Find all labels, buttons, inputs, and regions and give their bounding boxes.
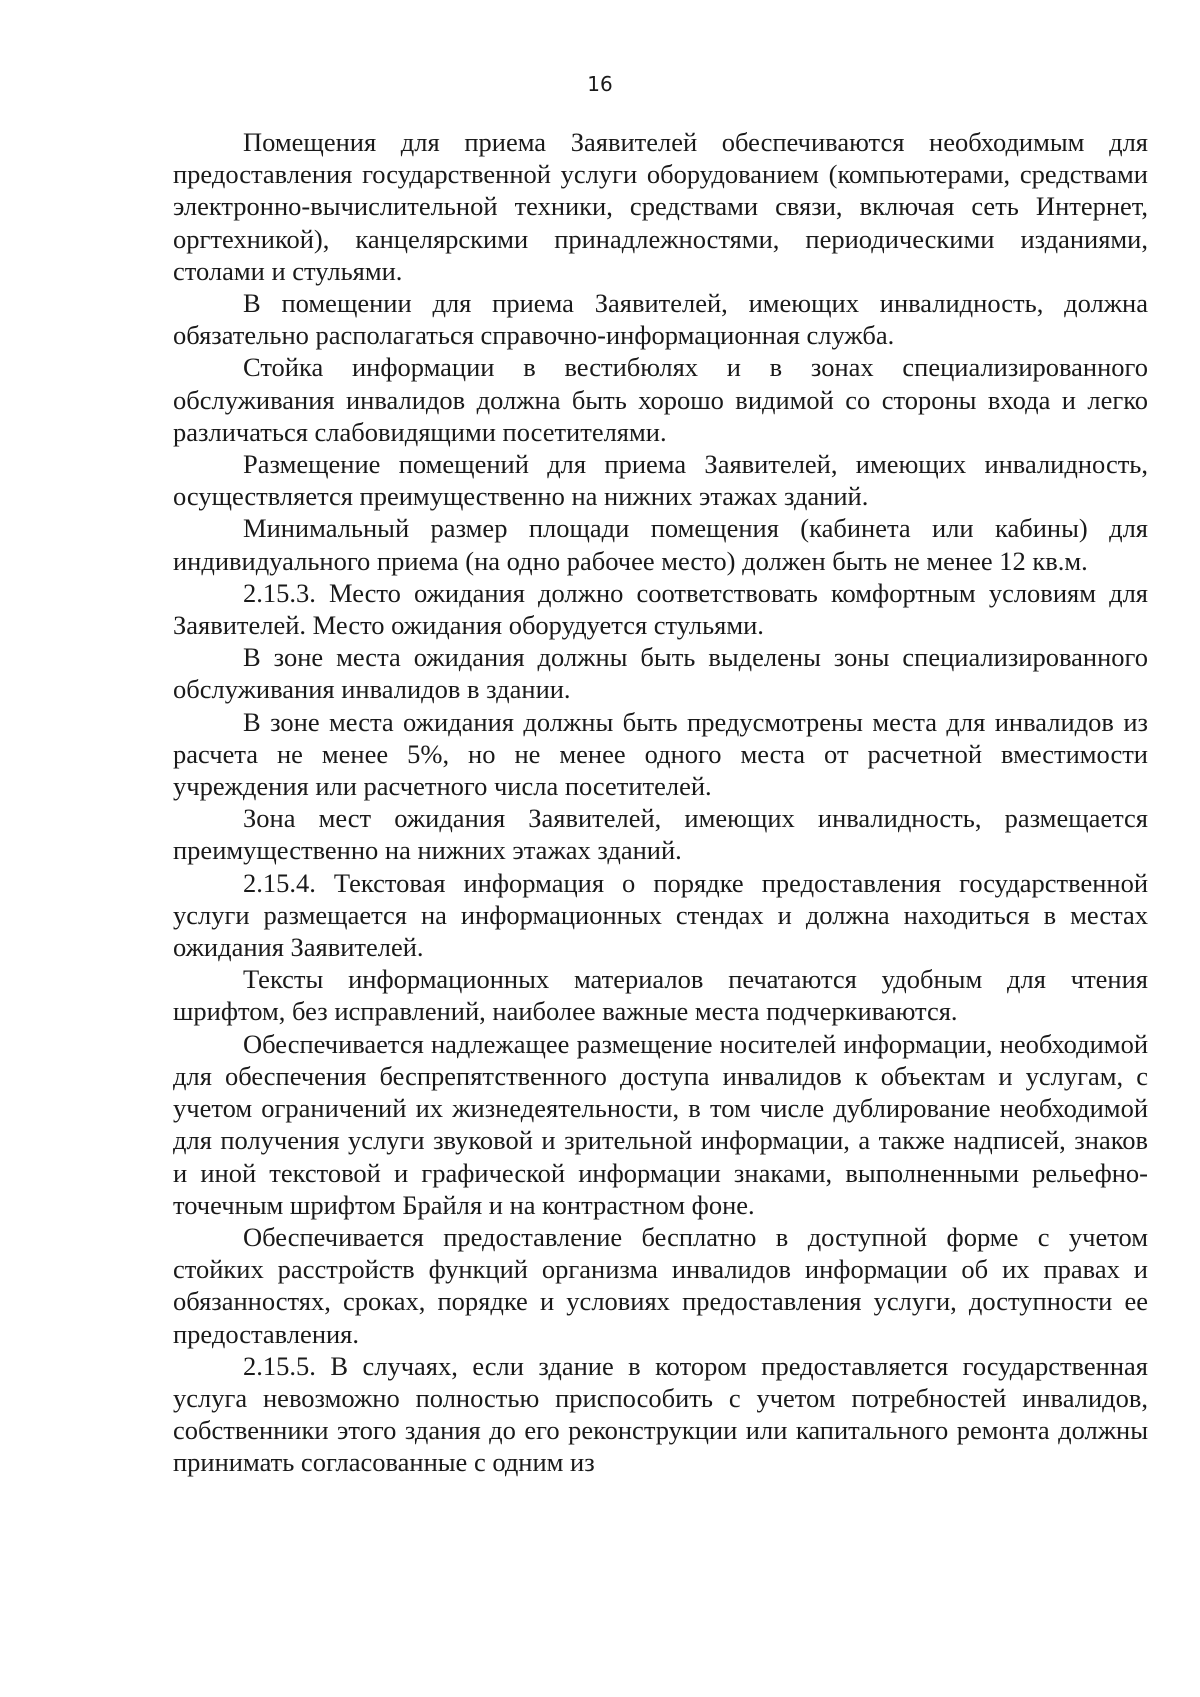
paragraph-font-readability: Тексты информационных материалов печатаются удобным для чтения шрифтом, без исправлений, наиболее важные места подчеркиваются. bbox=[173, 964, 1148, 1027]
paragraph-accessible-information: Обеспечивается надлежащее размещение носителей информации, необходимой для обеспечения беспрепятственного доступа инвалидов к объектам и услугам, с учетом ограничений их жизнедеятельности, в том числе дублирование необходимой для получения услуги звуковой и зрительной информации, а также надписей, знаков и иной текстовой и графической информации знаками, выполненными рельефно-точечным шрифтом Брайля и на контрастном фоне. bbox=[173, 1028, 1148, 1220]
paragraph-lower-floors: Размещение помещений для приема Заявителей, имеющих инвалидность, осуществляется преимущественно на нижних этажах зданий. bbox=[173, 449, 1148, 512]
paragraph-section-2-15-5: 2.15.5. В случаях, если здание в котором предоставляется государственная услуга невозможно полностью приспособить с учетом потребностей инвалидов, собственники этого здания до его реконструкции или капитального ремонта должны принимать согласованные с одним из bbox=[173, 1350, 1148, 1478]
paragraph-info-service: В помещении для приема Заявителей, имеющих инвалидность, должна обязательно располагаться справочно-информационная служба. bbox=[173, 288, 1148, 351]
paragraph-waiting-area-floors: Зона мест ожидания Заявителей, имеющих инвалидность, размещается преимущественно на нижних этажах зданий. bbox=[173, 803, 1148, 866]
paragraph-info-desk: Стойка информации в вестибюлях и в зонах специализированного обслуживания инвалидов должна быть хорошо видимой со стороны входа и легко различаться слабовидящими посетителями. bbox=[173, 352, 1148, 447]
paragraph-waiting-zones: В зоне места ожидания должны быть выделены зоны специализированного обслуживания инвалидов в здании. bbox=[173, 642, 1148, 705]
document-body bbox=[173, 126, 1148, 1479]
paragraph-section-2-15-4: 2.15.4. Текстовая информация о порядке предоставления государственной услуги размещается на информационных стендах и должна находиться в местах ожидания Заявителей. bbox=[173, 867, 1148, 963]
page-number: 16 bbox=[587, 72, 613, 96]
paragraph-disabled-seats: В зоне места ожидания должны быть предусмотрены места для инвалидов из расчета не менее 5%, но не менее одного места от расчетной вместимости учреждения или расчетного числа посетителей. bbox=[173, 706, 1148, 802]
paragraph-section-2-15-3: 2.15.3. Место ожидания должно соответствовать комфортным условиям для Заявителей. Место ожидания оборудуется стульями. bbox=[173, 577, 1148, 641]
paragraph-premises-equipment: Помещения для приема Заявителей обеспечиваются необходимым для предоставления государственной услуги оборудованием (компьютерами, средствами электронно-вычислительной техники, средствами связи, включая сеть Интернет, оргтехникой), канцелярскими принадлежностями, периодическими изданиями, столами и стульями. bbox=[173, 127, 1148, 286]
paragraph-free-information: Обеспечивается предоставление бесплатно в доступной форме с учетом стойких расстройств функций организма инвалидов информации об их правах и обязанностях, сроках, порядке и условиях предоставления услуги, доступности ее предоставления. bbox=[173, 1221, 1148, 1349]
paragraph-minimum-area: Минимальный размер площади помещения (кабинета или кабины) для индивидуального приема (на одно рабочее место) должен быть не менее 12 кв.м. bbox=[173, 513, 1148, 576]
